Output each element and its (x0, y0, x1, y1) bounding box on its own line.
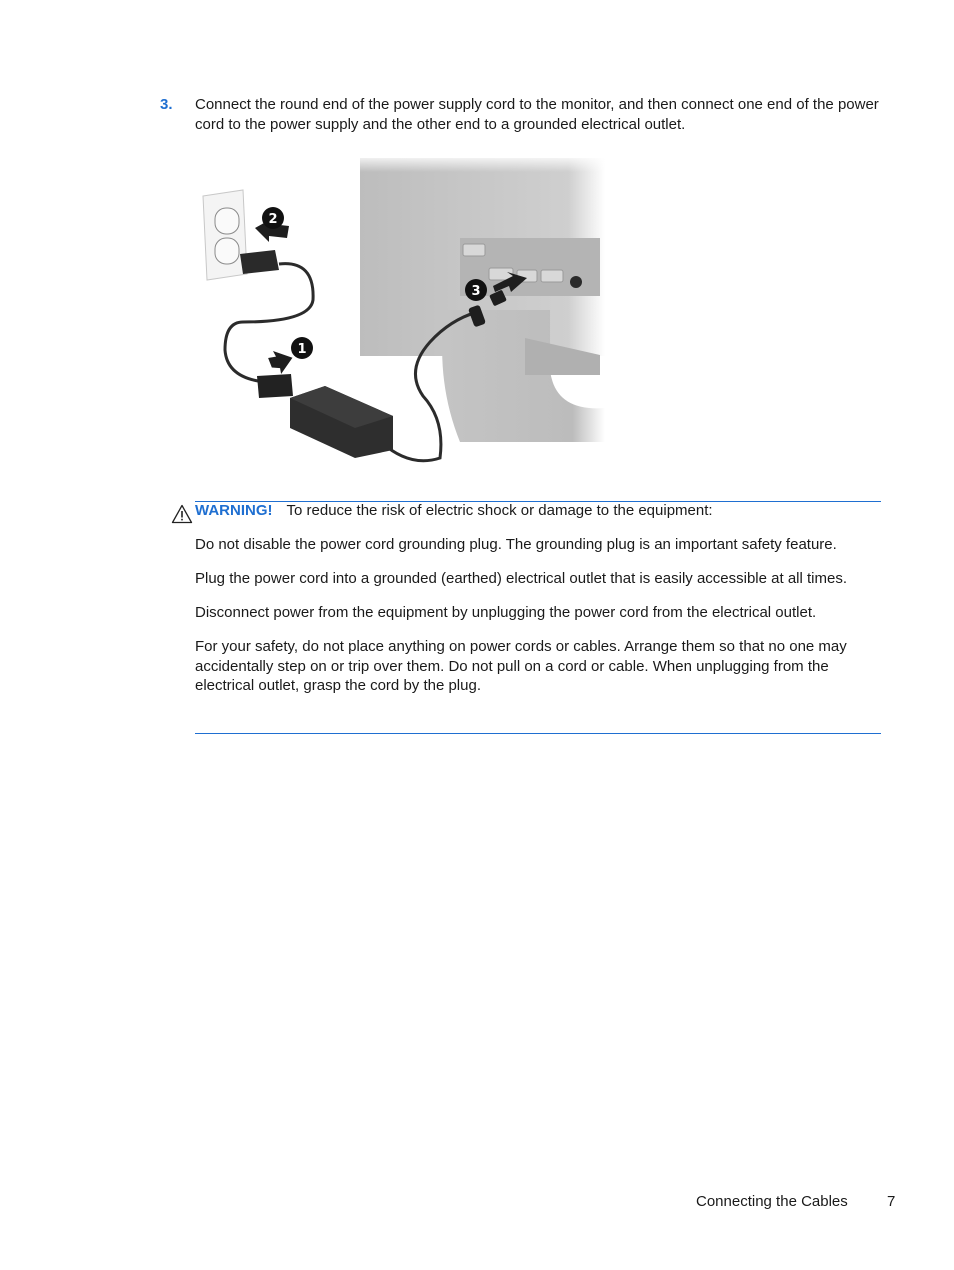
warning-paragraph: For your safety, do not place anything on power cords or cables. Arrange them so that no one may accidentally step on or trip over them. Do not pull on a cord or cable. When unplugging from the electrical outlet, grasp the cord by the plug. (195, 638, 847, 694)
svg-text:3: 3 (471, 284, 481, 299)
warning-triangle-icon (171, 504, 193, 524)
power-connection-illustration (195, 150, 615, 470)
warning-bottom-rule (195, 733, 881, 734)
wall-outlet (203, 190, 247, 280)
step-text: Connect the round end of the power supply cord to the monitor, and then connect one end of the power cord to the power supply and the other end to a grounded electrical outlet. (195, 96, 879, 133)
footer-section-title: Connecting the Cables (696, 1193, 848, 1210)
warning-paragraph: Do not disable the power cord grounding plug. The grounding plug is an important safety feature. (195, 536, 837, 553)
warning-header (195, 501, 713, 521)
callout-1 (291, 337, 313, 359)
power-adapter (290, 386, 393, 458)
svg-text:2: 2 (268, 212, 278, 227)
warning-body (195, 535, 885, 710)
warning-paragraph: Disconnect power from the equipment by unplugging the power cord from the electrical outlet. (195, 604, 817, 621)
step-number: 3. (160, 96, 173, 113)
page-number: 7 (887, 1193, 896, 1210)
callout-3 (465, 279, 487, 301)
svg-text:1: 1 (297, 342, 307, 357)
warning-paragraph: Plug the power cord into a grounded (earthed) electrical outlet that is easily accessible at all times. (195, 570, 848, 587)
warning-intro: To reduce the risk of electric shock or damage to the equipment: (286, 502, 713, 519)
monitor-back (360, 154, 610, 442)
callout-2 (262, 207, 284, 229)
warning-label: WARNING! (195, 502, 273, 519)
